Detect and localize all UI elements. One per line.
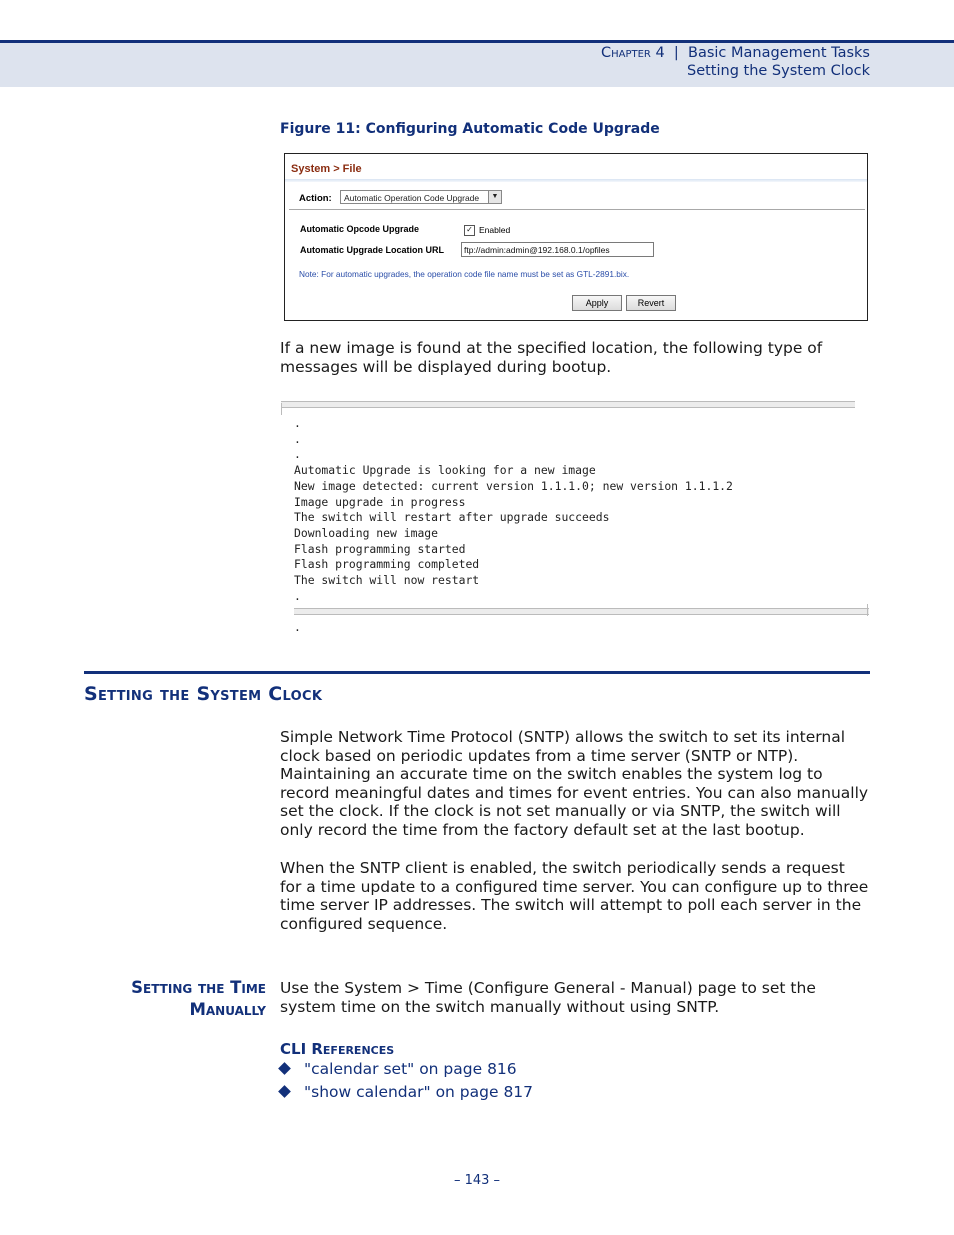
opcode-upgrade-label: Automatic Opcode Upgrade <box>300 224 420 234</box>
console-line: Automatic Upgrade is looking for a new image <box>294 463 596 478</box>
console-line: The switch will restart after upgrade succeeds <box>294 510 610 525</box>
figure-caption: Figure 11: Configuring Automatic Code Upgrade <box>280 121 660 137</box>
header-section-title: Setting the System Clock <box>686 63 870 79</box>
console-text <box>294 416 733 636</box>
diamond-bullet-icon <box>278 1062 291 1075</box>
console-line: Image upgrade in progress <box>294 494 466 509</box>
console-top-border <box>281 401 855 408</box>
chevron-down-icon[interactable]: ▼ <box>488 191 501 203</box>
intro-paragraph: If a new image is found at the specified location, the following type of messages will be displayed during bootup. <box>280 339 823 376</box>
show-calendar-link[interactable]: "show calendar" on page 817 <box>304 1083 534 1101</box>
console-output <box>281 401 869 635</box>
console-line: Downloading new image <box>294 525 439 540</box>
console-line: New image detected: current version 1.1.1.0; new version 1.1.1.2 <box>294 478 733 493</box>
subsection-title-line-1: Setting the Time <box>131 978 266 997</box>
chapter-title: Basic Management Tasks <box>688 45 870 61</box>
console-line: . <box>294 431 301 446</box>
cli-references-title: CLI References <box>280 1040 395 1058</box>
console-bottom-border <box>294 608 869 615</box>
console-line: Flash programming completed <box>294 557 480 572</box>
panel-title-rule <box>285 179 867 182</box>
header-chapter <box>601 45 870 61</box>
console-line: . <box>294 588 301 603</box>
upgrade-url-input[interactable]: ftp://admin:admin@192.168.0.1/opfiles <box>461 242 654 257</box>
chapter-label: Chapter 4 <box>600 45 665 61</box>
cli-reference-item <box>280 1060 517 1078</box>
upgrade-url-label: Automatic Upgrade Location URL <box>300 245 445 255</box>
file-config-panel <box>284 153 868 321</box>
calendar-set-link[interactable]: "calendar set" on page 816 <box>304 1060 517 1078</box>
action-select[interactable] <box>340 190 502 204</box>
sntp-paragraph-1: Simple Network Time Protocol (SNTP) allows the switch to set its internal clock based on periodic updates from a time server (SNTP or NTP). Maintaining an accurate time on the switch enables the system log to record meaningful dates and times for event entries. You can also manually set the clock. If the clock is not set manually or via SNTP, the switch will only record the time from the factory default set at the last bootup. <box>280 728 869 839</box>
enabled-label: Enabled <box>479 225 511 235</box>
console-line: Flash programming started <box>294 541 466 556</box>
opcode-upgrade-checkbox[interactable]: ✓ <box>464 225 475 236</box>
diamond-bullet-icon <box>278 1085 291 1098</box>
section-title: Setting the System Clock <box>84 683 323 705</box>
cli-reference-item <box>280 1083 533 1101</box>
console-line: The switch will now restart <box>294 573 480 588</box>
console-right-tick <box>867 604 868 616</box>
panel-breadcrumb: System > File <box>291 163 362 175</box>
subsection-paragraph: Use the System > Time (Configure General - Manual) page to set the system time on the switch manually without using SNTP. <box>280 979 816 1016</box>
console-line: . <box>294 416 301 430</box>
console-left-tick <box>281 403 282 415</box>
subsection-title-line-2: Manually <box>189 1000 266 1019</box>
console-line: . <box>294 447 301 462</box>
action-label: Action: <box>299 193 332 204</box>
panel-divider <box>289 209 865 210</box>
subsection-title <box>131 977 266 1021</box>
apply-button[interactable]: Apply <box>572 295 622 311</box>
section-rule <box>84 671 870 674</box>
page-number: – 143 – <box>453 1173 501 1188</box>
revert-button[interactable]: Revert <box>626 295 676 311</box>
sntp-paragraph-2: When the SNTP client is enabled, the switch periodically sends a request for a time update to a configured time server. You can configure up to three time server IP addresses. The switch will attempt to poll each server in the configured sequence. <box>280 859 869 933</box>
upgrade-note: Note: For automatic upgrades, the operation code file name must be set as GTL-2891.bix. <box>299 269 630 279</box>
console-line: . <box>294 620 301 635</box>
action-select-value: Automatic Operation Code Upgrade <box>344 193 480 203</box>
header-separator: | <box>673 45 679 61</box>
